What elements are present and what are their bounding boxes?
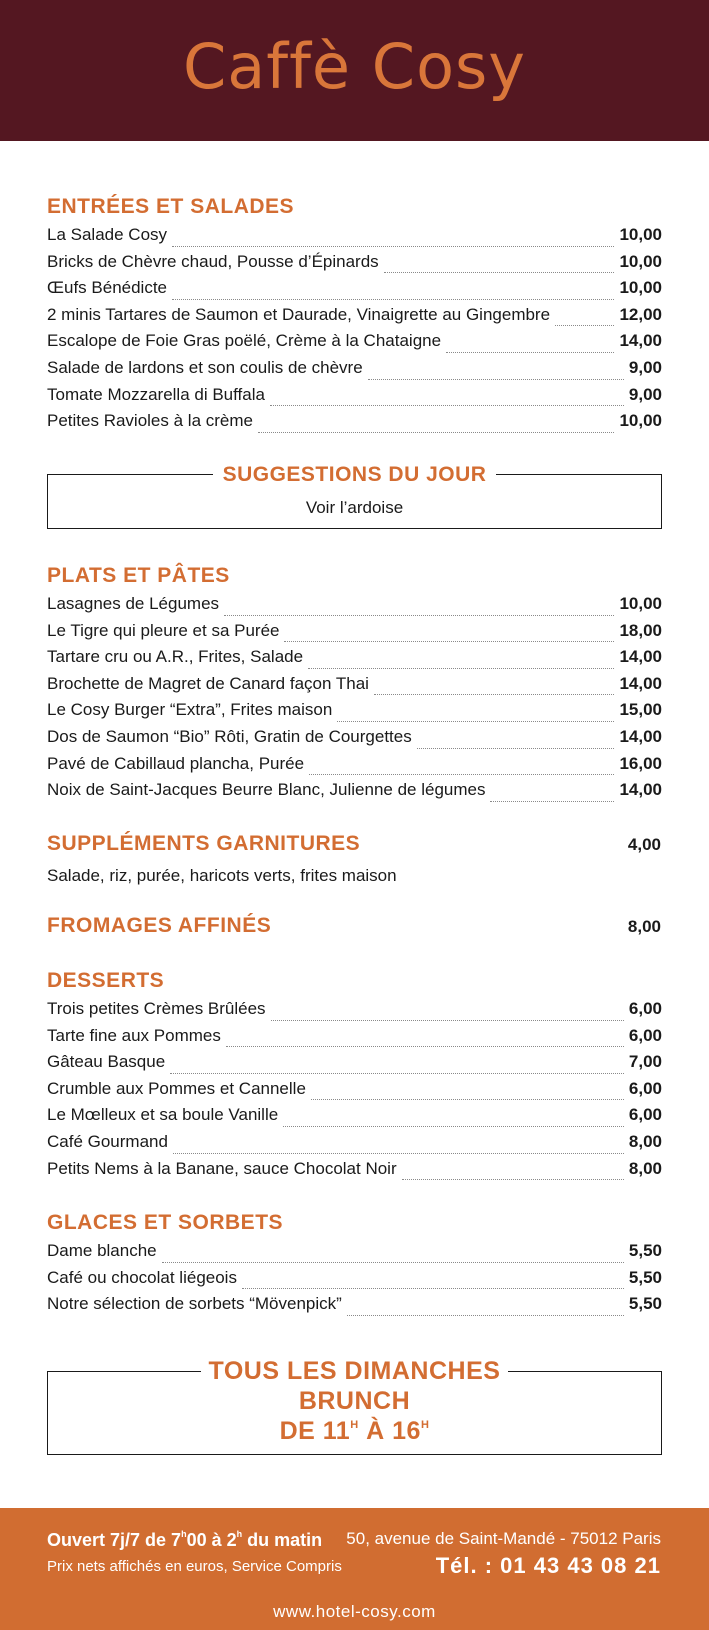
menu-item-price: 16,00 — [619, 753, 662, 773]
menu-item-name: Pavé de Cabillaud plancha, Purée — [47, 753, 305, 773]
menu-item-price: 10,00 — [619, 411, 662, 431]
section-title-plats: PLATS ET PÂTES — [47, 564, 230, 587]
menu-item-name: Le Cosy Burger “Extra”, Frites maison — [47, 700, 333, 720]
opening-hours: Ouvert 7j/7 de 7$^h$00 à 2$^h$ du matin — [47, 1529, 323, 1550]
menu-item-name: Brochette de Magret de Canard façon Thai — [47, 673, 369, 693]
menu-list-glaces — [47, 1242, 662, 1322]
menu-item — [47, 595, 662, 622]
menu-item-name: Noix de Saint-Jacques Beurre Blanc, Julienne de légumes — [47, 780, 486, 800]
menu-item-price: 6,00 — [628, 999, 662, 1018]
dotted-leader — [309, 774, 614, 775]
menu-item-name: Lasagnes de Légumes — [47, 594, 220, 613]
supplements-text: Salade, riz, purée, haricots verts, frites maison — [47, 866, 397, 885]
dotted-leader — [384, 272, 615, 273]
menu-item-name: Escalope de Foie Gras poëlé, Crème à la Chataigne — [47, 331, 442, 351]
dotted-leader — [417, 748, 615, 749]
menu-item-price: 6,00 — [628, 1025, 662, 1045]
menu-item — [47, 755, 662, 782]
menu-item — [47, 1027, 662, 1054]
menu-item-name: Œufs Bénédicte — [47, 278, 168, 298]
section-title-desserts: DESSERTS — [47, 969, 165, 992]
menu-item — [47, 781, 662, 808]
menu-item — [47, 306, 662, 333]
suggestions-text: Voir l’ardoise — [305, 498, 404, 517]
phone-number[interactable]: Tél. : 01 43 43 08 21 — [435, 1553, 661, 1578]
header-banner — [0, 0, 709, 141]
menu-item — [47, 1053, 662, 1080]
menu-item-price: 14,00 — [619, 647, 662, 667]
menu-item-name: Salade de lardons et son coulis de chèvre — [47, 357, 363, 377]
menu-item — [47, 279, 662, 306]
menu-item — [47, 701, 662, 728]
section-title-supplements: SUPPLÉMENTS GARNITURES — [47, 832, 361, 855]
dotted-leader — [170, 1073, 624, 1074]
menu-item-name: Dos de Saumon “Bio” Rôti, Gratin de Courgettes — [47, 726, 412, 746]
menu-item — [47, 412, 662, 439]
restaurant-title: Caffè Cosy — [182, 30, 526, 103]
menu-item — [47, 253, 662, 280]
menu-item — [47, 332, 662, 359]
brunch-line-1: TOUS LES DIMANCHES — [201, 1357, 509, 1385]
dotted-leader — [226, 1046, 624, 1047]
dotted-leader — [283, 1126, 624, 1127]
dotted-leader — [162, 1262, 624, 1263]
dotted-leader — [490, 801, 614, 802]
menu-list-plats — [47, 595, 662, 808]
dotted-leader — [258, 432, 614, 433]
menu-item-price: 9,00 — [628, 357, 662, 377]
menu-item-name: Tartare cru ou A.R., Frites, Salade — [47, 647, 304, 667]
menu-item-price: 10,00 — [619, 278, 662, 298]
dotted-leader — [173, 1153, 624, 1154]
menu-item — [47, 622, 662, 649]
menu-item-price: 6,00 — [628, 1078, 662, 1098]
menu-item-price: 15,00 — [619, 700, 662, 720]
menu-item-name: Le Mœlleux et sa boule Vanille — [47, 1105, 279, 1125]
menu-item-name: 2 minis Tartares de Saumon et Daurade, Vinaigrette au Gingembre — [47, 304, 551, 324]
menu-list-entrees — [47, 226, 662, 439]
menu-item — [47, 1242, 662, 1269]
menu-list-desserts — [47, 1000, 662, 1186]
menu-item-price: 14,00 — [619, 726, 662, 746]
menu-item-price: 8,00 — [628, 1158, 662, 1178]
menu-item — [47, 1106, 662, 1133]
menu-item-price: 10,00 — [619, 251, 662, 271]
menu-item-name: Petits Nems à la Banane, sauce Chocolat Noir — [47, 1158, 397, 1178]
menu-item-name: Trois petites Crèmes Brûlées — [47, 999, 266, 1018]
menu-item-name: Gâteau Basque — [47, 1052, 166, 1072]
menu-item — [47, 386, 662, 413]
menu-item-price: 6,00 — [628, 1105, 662, 1125]
dotted-leader — [374, 694, 615, 695]
menu-item-price: 10,00 — [619, 594, 662, 613]
menu-item — [47, 675, 662, 702]
dotted-leader — [271, 1020, 624, 1021]
dotted-leader — [402, 1179, 624, 1180]
dotted-leader — [446, 352, 614, 353]
dotted-leader — [308, 668, 614, 669]
section-title-entrees: ENTRÉES ET SALADES — [47, 195, 295, 218]
menu-item — [47, 1160, 662, 1187]
website-link[interactable]: www.hotel-cosy.com — [273, 1602, 436, 1621]
dotted-leader — [311, 1099, 624, 1100]
fromages-price: 8,00 — [627, 917, 661, 936]
menu-item-name: Petites Ravioles à la crème — [47, 411, 253, 431]
brunch-box — [47, 1357, 662, 1455]
supplements-price: 4,00 — [627, 835, 661, 854]
menu-item-name: Bricks de Chèvre chaud, Pousse d’Épinards — [47, 251, 379, 271]
menu-item — [47, 1080, 662, 1107]
menu-item-name: Tomate Mozzarella di Buffala — [47, 384, 265, 404]
suggestions-title: SUGGESTIONS DU JOUR — [213, 463, 497, 486]
menu-item-name: Dame blanche — [47, 1241, 157, 1260]
dotted-leader — [242, 1288, 624, 1289]
menu-item — [47, 728, 662, 755]
menu-item-price: 5,50 — [628, 1241, 662, 1260]
menu-item — [47, 226, 662, 253]
menu-item-name: Café ou chocolat liégeois — [47, 1267, 237, 1287]
menu-item-price: 5,50 — [628, 1267, 662, 1287]
menu-item — [47, 1269, 662, 1296]
dotted-leader — [224, 615, 614, 616]
menu-item-price: 18,00 — [619, 620, 662, 640]
suggestions-box — [47, 463, 662, 529]
menu-item-price: 14,00 — [619, 780, 662, 800]
prices-note: Prix nets affichés en euros, Service Compris — [47, 1558, 342, 1575]
menu-item-price: 10,00 — [619, 225, 662, 244]
menu-item — [47, 1133, 662, 1160]
section-title-glaces: GLACES ET SORBETS — [47, 1211, 284, 1234]
menu-item-price: 14,00 — [619, 331, 662, 351]
dotted-leader — [368, 379, 624, 380]
menu-item — [47, 1000, 662, 1027]
menu-item-name: Café Gourmand — [47, 1131, 168, 1151]
dotted-leader — [337, 721, 614, 722]
dotted-leader — [270, 405, 624, 406]
menu-item — [47, 648, 662, 675]
menu-item-name: La Salade Cosy — [47, 225, 168, 244]
menu-item-price: 14,00 — [619, 673, 662, 693]
menu-item-price: 8,00 — [628, 1131, 662, 1151]
dotted-leader — [172, 299, 614, 300]
section-title-fromages: FROMAGES AFFINÉS — [47, 914, 272, 937]
dotted-leader — [347, 1315, 624, 1316]
menu-item — [47, 359, 662, 386]
menu-item-price: 12,00 — [619, 304, 662, 324]
menu-item-name: Le Tigre qui pleure et sa Purée — [47, 620, 280, 640]
menu-item-name: Crumble aux Pommes et Cannelle — [47, 1078, 306, 1098]
menu-item-name: Tarte fine aux Pommes — [47, 1025, 221, 1045]
brunch-line-3: DE $11^H$ À $16^H$ — [279, 1417, 430, 1445]
dotted-leader — [284, 641, 614, 642]
brunch-line-2: BRUNCH — [298, 1387, 411, 1415]
footer-banner — [0, 1508, 709, 1630]
menu-item — [47, 1295, 662, 1322]
menu-item-name: Notre sélection de sorbets “Mövenpick” — [47, 1294, 342, 1314]
dotted-leader — [555, 325, 614, 326]
dotted-leader — [172, 246, 614, 247]
menu-item-price: 5,50 — [628, 1294, 662, 1314]
menu-item-price: 9,00 — [628, 384, 662, 404]
menu-item-price: 7,00 — [628, 1052, 662, 1072]
address: 50, avenue de Saint-Mandé - 75012 Paris — [346, 1529, 661, 1548]
